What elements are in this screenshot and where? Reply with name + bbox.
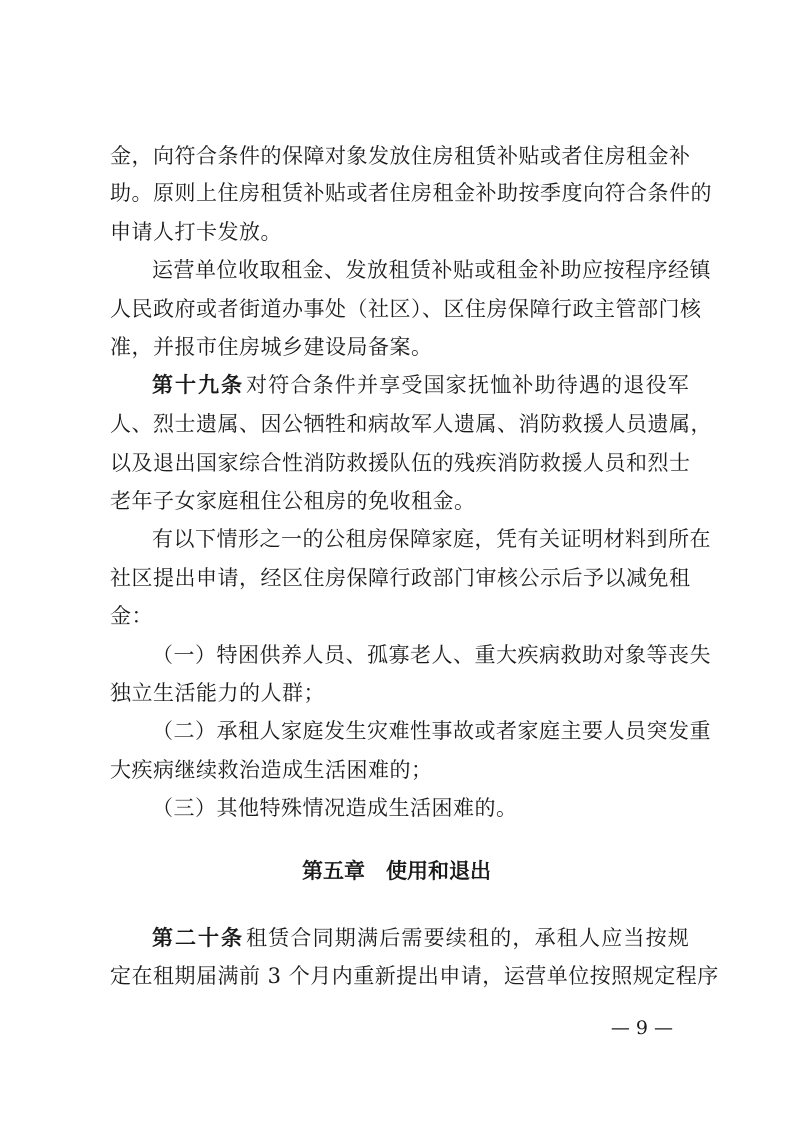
paragraph-line: 金： xyxy=(110,604,153,628)
article-19-first-line xyxy=(152,372,690,398)
paragraph-line: 申请人打卡发放。 xyxy=(110,220,282,244)
paragraph-line: 准，并报市住房城乡建设局备案。 xyxy=(110,335,433,359)
article-19-heading: 第十九条 xyxy=(152,373,244,397)
list-item-2: （二）承租人家庭发生灾难性事故或者家庭主要人员突发重 xyxy=(152,719,711,743)
paragraph-line: 独立生活能力的人群； xyxy=(110,681,325,705)
paragraph-line: 对符合条件并享受国家抚恤补助待遇的退役军 xyxy=(246,373,690,397)
list-item-1: （一）特困供养人员、孤寡老人、重大疾病救助对象等丧失 xyxy=(152,643,711,667)
paragraph-line: 金，向符合条件的保障对象发放住房租赁补贴或者住房租金补 xyxy=(110,144,691,168)
page-number: — 9 — xyxy=(610,1017,673,1039)
paragraph-line: 大疾病继续救治造成生活困难的； xyxy=(110,758,433,782)
paragraph-line: 有以下情形之一的公租房保障家庭，凭有关证明材料到所在 xyxy=(152,527,711,551)
chapter-heading: 第五章 使用和退出 xyxy=(302,859,491,883)
paragraph-line: 助。原则上住房租赁补贴或者住房租金补助按季度向符合条件的 xyxy=(110,181,712,205)
article-20-heading: 第二十条 xyxy=(152,926,244,950)
paragraph-line: 以及退出国家综合性消防救援队伍的残疾消防救援人员和烈士 xyxy=(110,451,691,475)
paragraph-line: 人民政府或者街道办事处（社区）、区住房保障行政主管部门核 xyxy=(110,297,702,321)
paragraph-line: 老年子女家庭租住公租房的免收租金。 xyxy=(110,489,476,513)
paragraph-line: 社区提出申请，经区住房保障行政部门审核公示后予以减免租 xyxy=(110,566,691,590)
list-item-3: （三）其他特殊情况造成生活困难的。 xyxy=(152,796,518,820)
paragraph-line: 租赁合同期满后需要续租的，承租人应当按规 xyxy=(246,926,690,950)
paragraph-line: 定在租期届满前 3 个月内重新提出申请，运营单位按照规定程序 xyxy=(110,964,719,988)
paragraph-line: 人、烈士遗属、因公牺牲和病故军人遗属、消防救援人员遗属， xyxy=(110,412,712,436)
paragraph-line: 运营单位收取租金、发放租赁补贴或租金补助应按程序经镇 xyxy=(152,258,711,282)
article-20-first-line xyxy=(152,925,690,951)
